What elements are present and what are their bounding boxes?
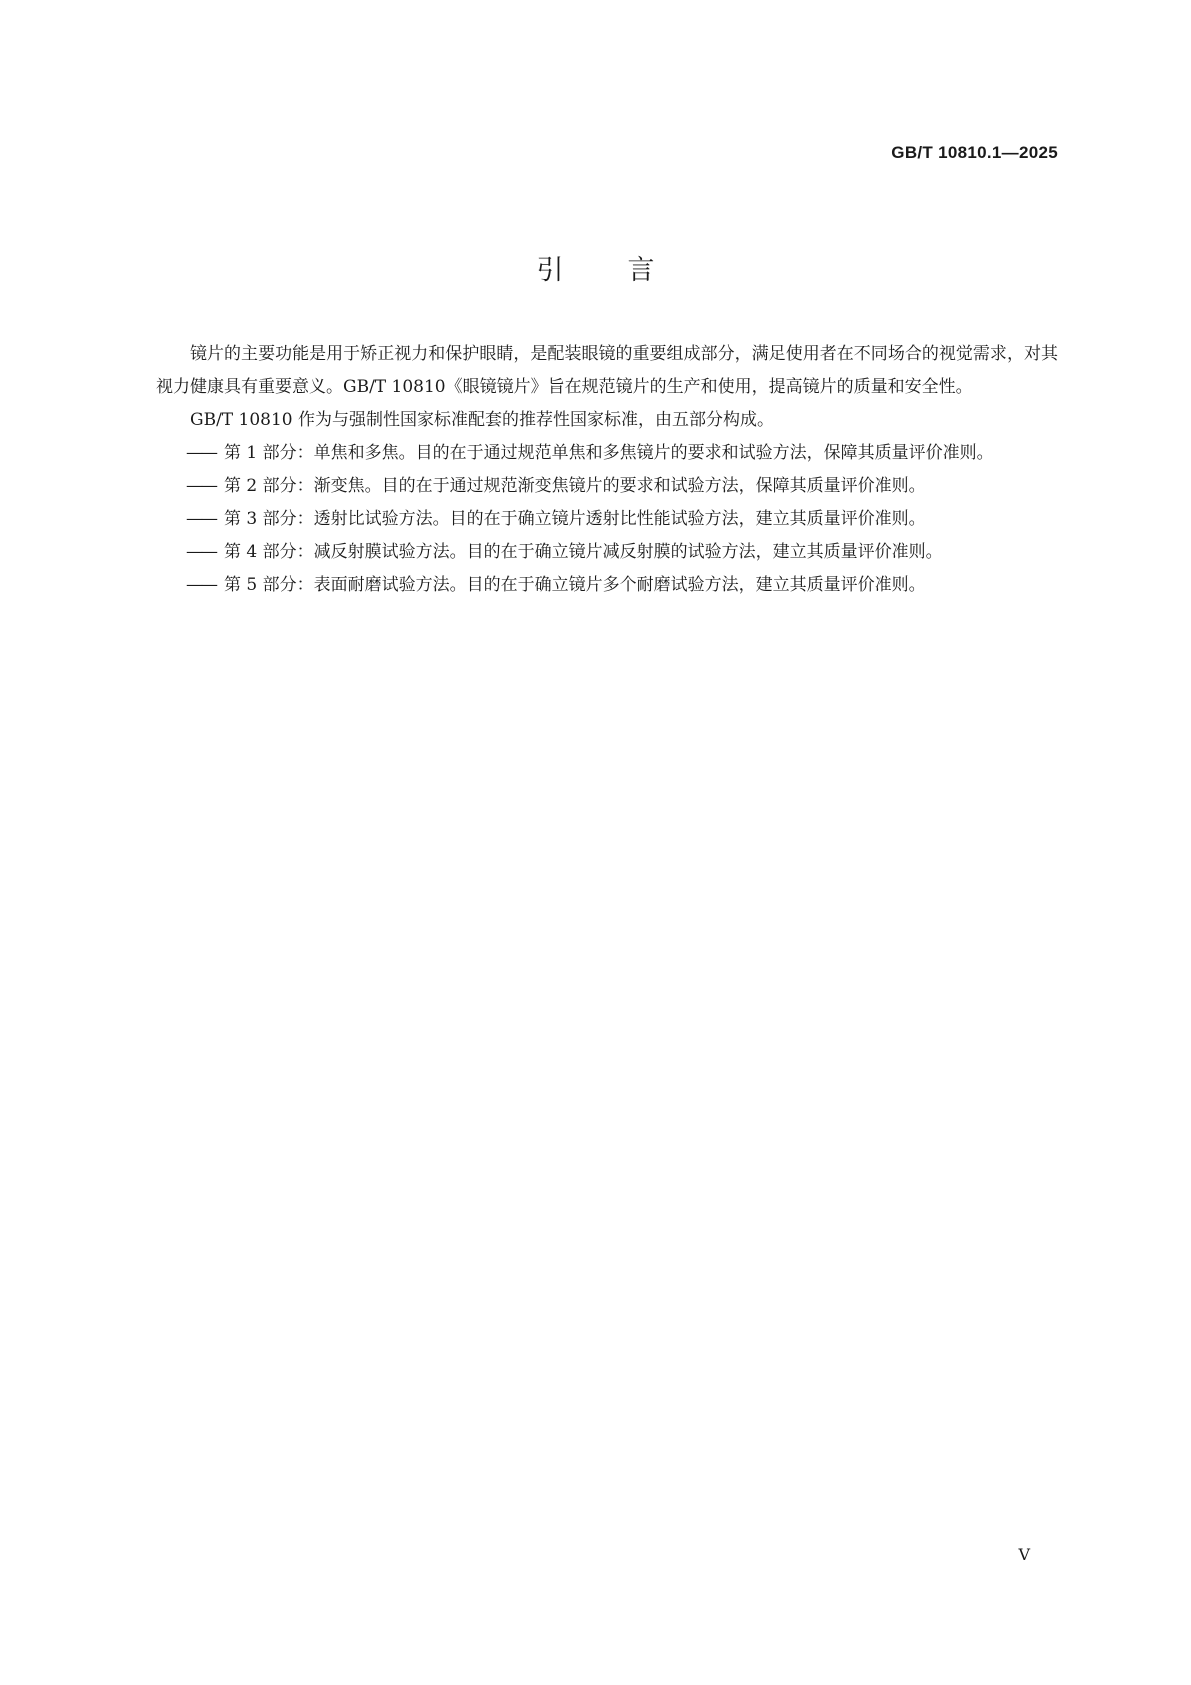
page-title: 引言 (536, 255, 719, 286)
list-dash: —— (186, 509, 216, 529)
intro-paragraph: 镜片的主要功能是用于矫正视力和保护眼睛，是配装眼镜的重要组成部分，满足使用者在不同场合的视觉需求，对其视力健康具有重要意义。GB/T 10810《眼镜镜片》旨在规范镜片的生产和使用，提高镜片的质量和安全性。 (156, 344, 1058, 397)
list-dash: —— (186, 575, 216, 595)
page-number: V (1018, 1545, 1030, 1564)
list-item-text: 第 4 部分：减反射膜试验方法。目的在于确立镜片减反射膜的试验方法，建立其质量评价准则。 (224, 542, 943, 562)
list-item (156, 536, 1058, 569)
list-item (156, 470, 1058, 503)
list-item-text: 第 2 部分：渐变焦。目的在于通过规范渐变焦镜片的要求和试验方法，保障其质量评价准则。 (224, 476, 926, 496)
list-dash: —— (186, 443, 216, 463)
list-dash: —— (186, 476, 216, 496)
list-item (156, 503, 1058, 536)
list-item-text: 第 3 部分：透射比试验方法。目的在于确立镜片透射比性能试验方法，建立其质量评价准则。 (224, 509, 926, 529)
list-item (156, 569, 1058, 602)
list-item-text: 第 5 部分：表面耐磨试验方法。目的在于确立镜片多个耐磨试验方法，建立其质量评价准则。 (224, 575, 926, 595)
list-item-text: 第 1 部分：单焦和多焦。目的在于通过规范单焦和多焦镜片的要求和试验方法，保障其质量评价准则。 (224, 443, 994, 463)
list-dash: —— (186, 542, 216, 562)
document-body (156, 338, 1058, 602)
list-item (156, 437, 1058, 470)
structure-paragraph: GB/T 10810 作为与强制性国家标准配套的推荐性国家标准，由五部分构成。 (190, 410, 775, 430)
standard-code: GB/T 10810.1—2025 (891, 143, 1058, 162)
parts-list (156, 437, 1058, 602)
